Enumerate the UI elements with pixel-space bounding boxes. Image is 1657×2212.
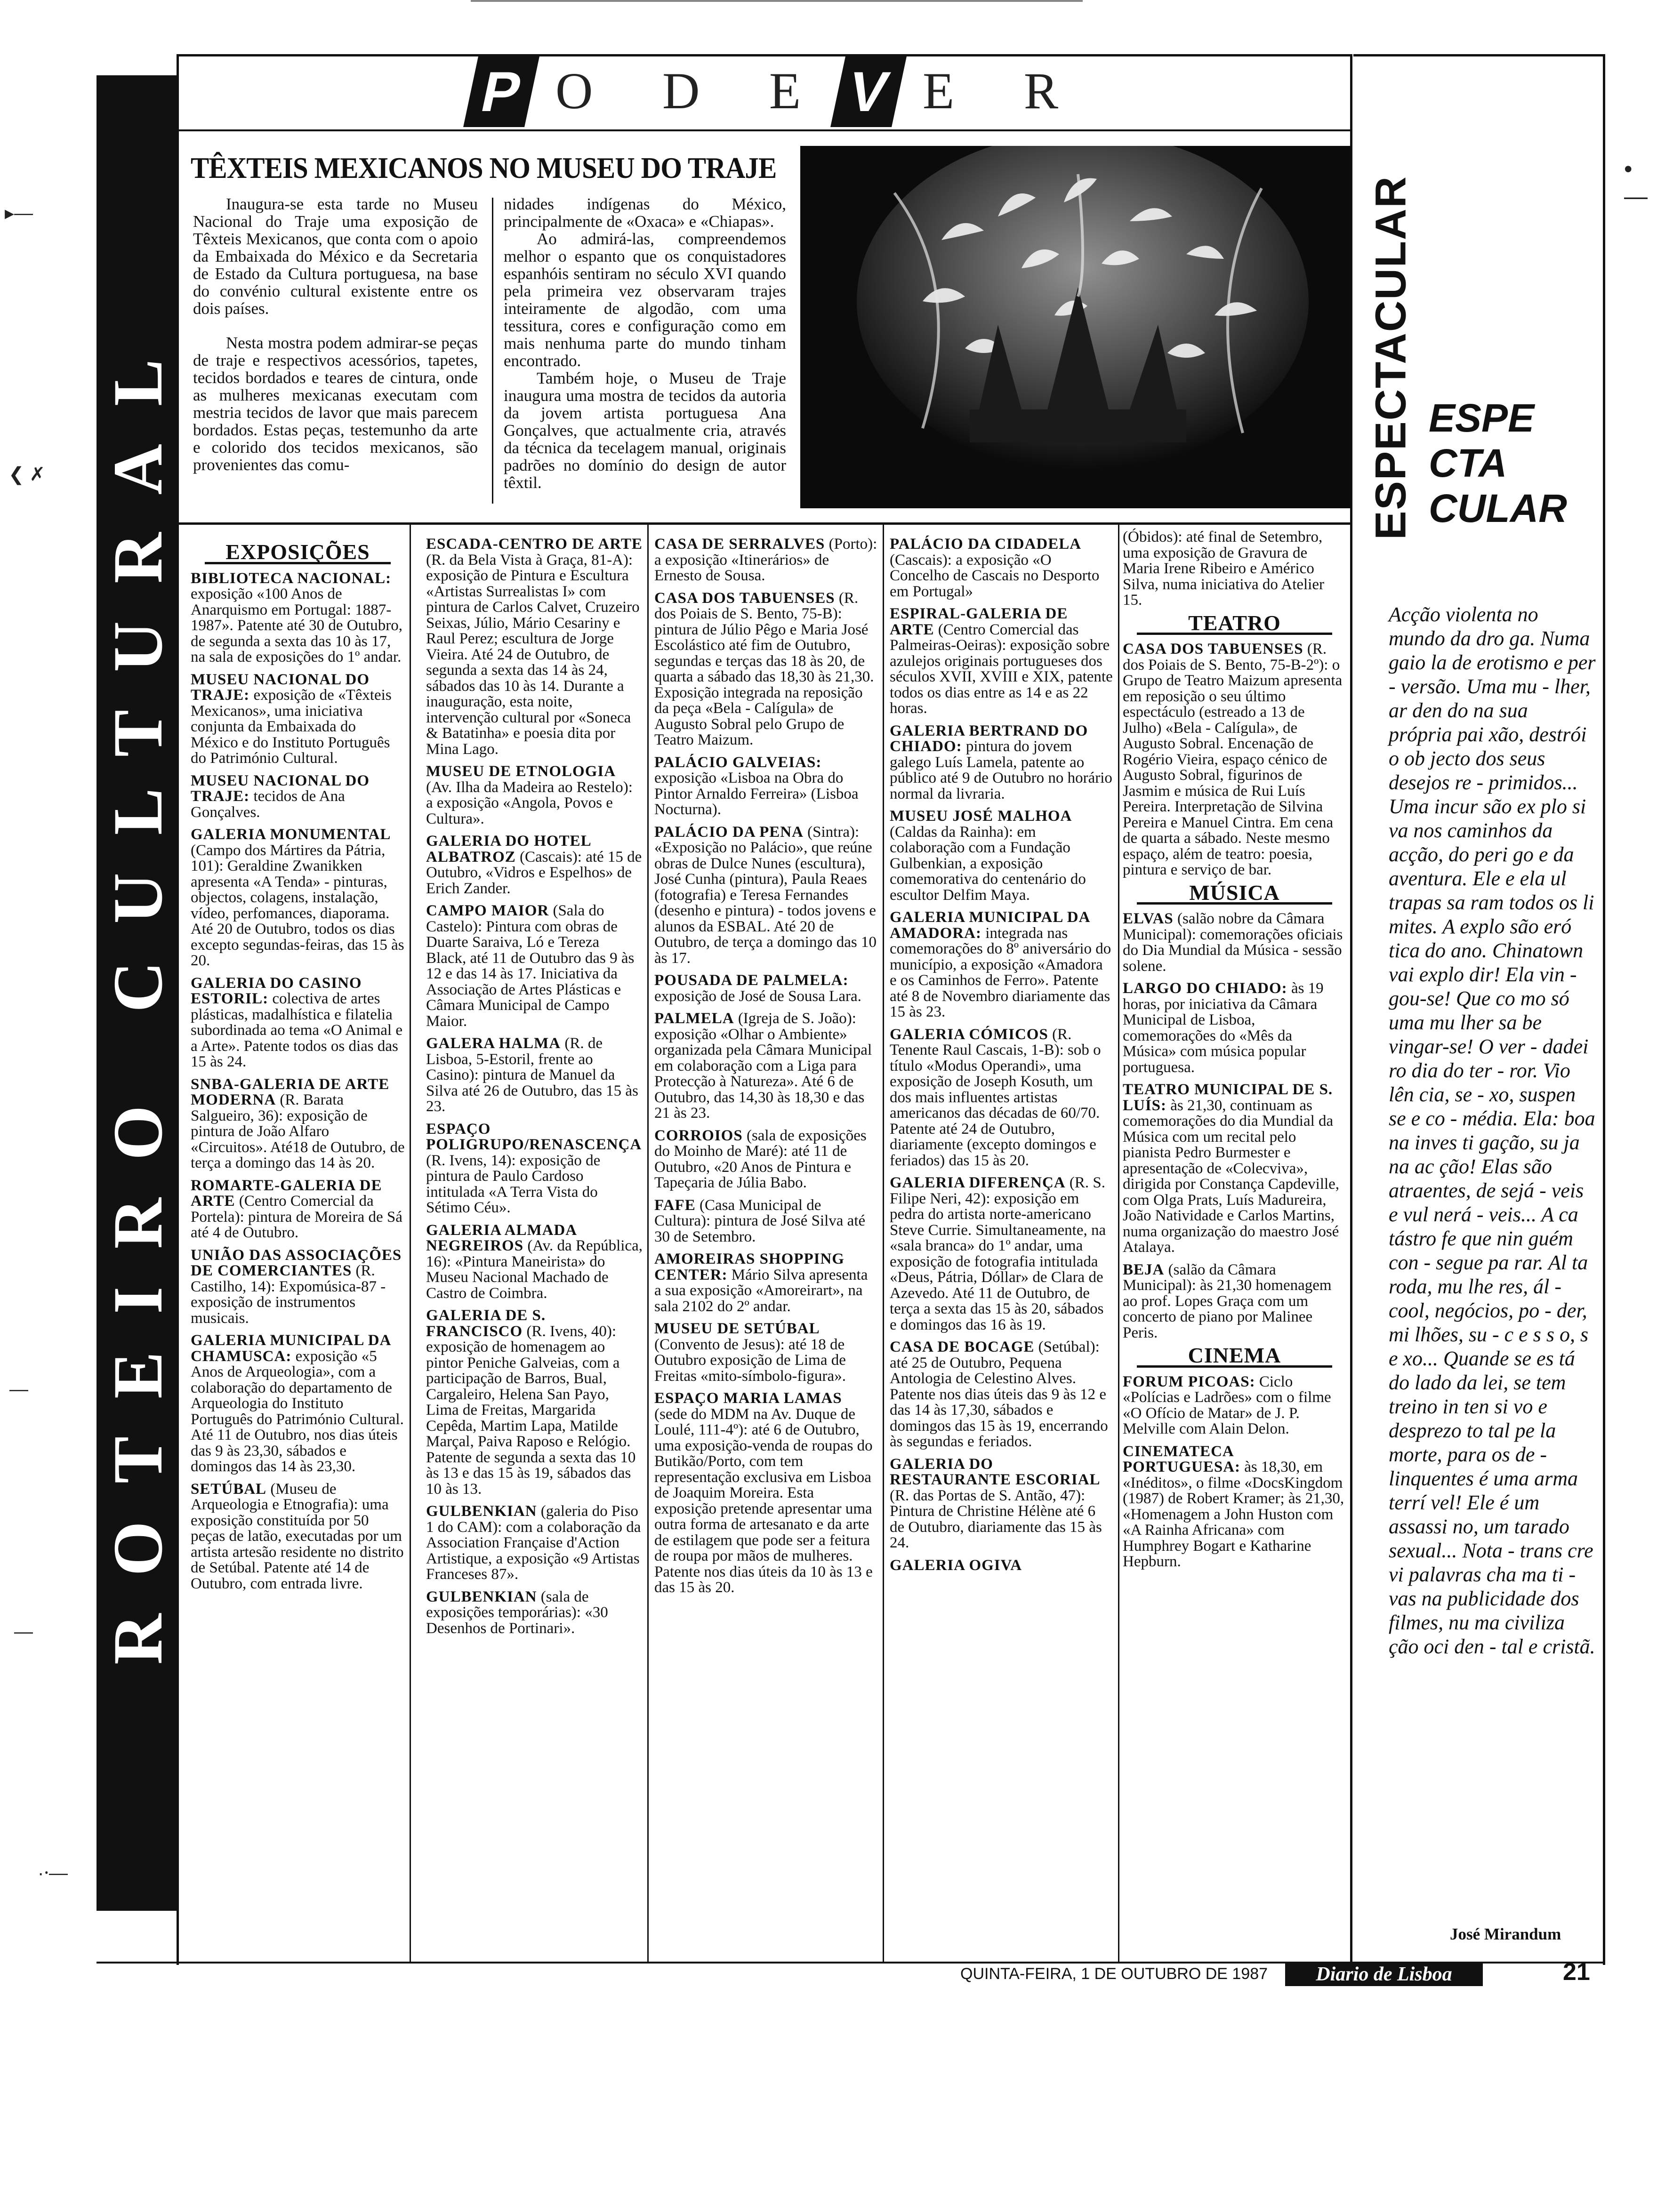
list-item [654,825,878,967]
list-item [191,1077,405,1171]
entry-text: (sala de exposições do Moinho de Maré): até 11 de Outubro, «20 Anos de Pintura e Tapeçaria de Júlia Babo. [654,1127,867,1191]
textile-photo [800,146,1351,508]
list-item [191,1333,405,1475]
entry-text: (Porto): a exposição «Itinerários» de Ernesto de Sousa. [654,536,877,584]
scan-mark: — [14,1621,33,1642]
entry-name: GALERIA MONUMENTAL [191,826,391,843]
header-letters: E R [923,62,1087,120]
list-item [1123,1374,1346,1437]
feature-paragraph: Inaugura-se esta tarde no Museu Nacional do Traje uma exposição de Têxteis Mexicanos, que conta com o apoio da Embaixada do México e da Secretaria de Estado da Cultura portuguesa, na base do convénio cultural existente entre os dois países. [193,195,478,318]
entry-name: GULBENKIAN [426,1503,537,1520]
list-item [890,910,1113,1020]
list-item [654,1128,878,1191]
entry-name: GALERIA MUNICIPAL DA AMADORA: [890,909,1090,942]
textile-photo-image [800,146,1351,508]
list-item [890,1339,1113,1450]
col-divider [647,525,649,1963]
entry-text: (Av. Ilha da Madeira ao Restelo): a exposição «Angola, Povos e Cultura». [426,778,633,827]
entry-name: FORUM PICOAS: [1123,1373,1255,1390]
scan-mark: ·⸱— [38,1863,68,1883]
entry-text: (R. Barata Salgueiro, 36): exposição de pintura de João Alfaro «Circuitos». Até18 de Outubro, de terça a domingo das 14 às 20. [191,1091,405,1171]
list-item [426,1223,643,1302]
list-item [426,1504,643,1583]
entry-text: às 18,30, em «Inéditos», o filme «DocsKingdom (1987) de Robert Kramer; às 21,30, «Homenagem a John Huston com «A Rainha Africana» com Humphrey Bogart e Katharine Hepburn. [1123,1459,1344,1570]
list-item [426,1308,643,1497]
entry-name: GALERIA DO HOTEL ALBATROZ [426,833,591,866]
entry-text: (R. das Portas de S. Antão, 47): Pintura de Christine Hélène até 6 de Outubro, diariamente das 15 às 24. [890,1487,1102,1551]
header-letters: O D E [555,62,829,120]
entry-name: PALMELA [654,1010,734,1027]
entry-name: CAMPO MAIOR [426,902,549,919]
entry-text: integrada nas comemorações do 8º aniversário do município, a exposição «Amadora e os Caminhos de Ferro». Patente até 8 de Novembro diariamente das 15 às 23. [890,924,1111,1020]
list-item [191,827,405,969]
header-letter-p: P [463,56,539,127]
entry-name: CASA DOS TABUENSES [1123,641,1303,657]
page-number: 21 [1563,1958,1590,1986]
entry-text: (Sala do Castelo): Pintura com obras de Duarte Saraiva, Ló e Tereza Black, até 11 de Outubro das 9 às 12 e das 14 às 17. Iniciativa da Associação de Artes Plásticas e Câmara Municipal de Campo Maior. [426,902,635,1030]
list-item [426,834,643,897]
feature-paragraph: Também hoje, o Museu de Traje inaugura uma mostra de tecidos da autoria da jovem artista portuguesa Ana Gonçalves, que actualmente cria, através da técnica da tecelagem manual, originais padrões no domínio do design de autor têxtil. [504,369,786,492]
entry-name: GALERIA CÓMICOS [890,1026,1048,1043]
col-divider [883,525,884,1963]
entry-text: (Cascais): a exposição «O Concelho de Cascais no Desporto em Portugal» [890,551,1100,600]
entry-text: (R. dos Poiais de S. Bento, 75-B): pintura de Júlio Pêgo e Maria José Escolástico até fim de Outubro, segundas e terças das 18 às 20, de quarta a sábado das 18,30 às 21,30. Exposição integrada na reposição da peça «Bela - Calígula» de Augusto Sobral pelo Grupo de Teatro Maizum. [654,589,874,748]
list-item [890,1558,1113,1574]
entry-name: UNIÃO DAS ASSOCIAÇÕES DE COMERCIANTES [191,1246,402,1279]
feature-paragraph: Nesta mostra podem admirar-se peças de traje e respectivos acessórios, tapetes, tecidos bordados e teares de cintura, onde as mulheres mexicanas executam com mestria tecidos de lavor que mais parecem bordados. Estas peças, testemunho da arte e colorido dos tecidos mexicanos, são provenientes das comu- [193,334,478,474]
section-heading-teatro: TEATRO [1137,615,1332,635]
entry-text: exposição «Lisboa na Obra do Pintor Arnaldo Ferreira» (Lisboa Nocturna). [654,769,859,818]
list-item [1123,1444,1346,1570]
entry-text: (Setúbal): até 25 de Outubro, Pequena Antologia de Celestino Alves. Patente nos dias úteis das 9 às 12 e das 14 às 17,30, sábados e domingos das 15 às 19, encerrando às segundas e feriados. [890,1338,1108,1450]
entry-text: (R. Castilho, 14): Expomúsica-87 - exposição de instrumentos musicais. [191,1262,386,1327]
list-item [191,773,405,821]
entry-name: MUSEU DE ETNOLOGIA [426,763,616,780]
list-item [654,755,878,818]
entry-text: (Sintra): «Exposição no Palácio», que reúne obras de Dulce Nunes (escultura), José Cunha (pintura), Paula Reaes (fotografia) e Teresa Fernandes (desenho e pintura) - todos jovens e alunos da ESBAL. Até 20 de Outubro, de terça a domingo das 10 às 17. [654,823,877,967]
footer-date: QUINTA-FEIRA, 1 DE OUTUBRO DE 1987 [960,1965,1268,1983]
feature-col-2 [504,195,786,491]
scan-mark: — [9,1379,28,1400]
entry-text: (R. S. Filipe Neri, 42): exposição em pedra do artista norte-americano Steve Currie. Simultaneamente, na «sala branca» do 1º andar, uma exposição de fotografia intitulada «Deus, Pátria, Dóllar» de Clara de Azevedo. Até 11 de Outubro, de terça a sexta das 15 às 20, sábados e domingos das 16 às 19. [890,1174,1106,1333]
entry-name: CINEMATECA PORTUGUESA: [1123,1443,1241,1475]
entry-text: (R. de Lisboa, 5-Estoril, frente ao Casino): pintura de Manuel da Silva até 26 de Outubro, das 15 às 23. [426,1035,638,1115]
list-item [890,723,1113,802]
entry-name: PALÁCIO DA CIDADELA [890,536,1082,553]
vertical-title-text: ESPECTACULAR [1367,176,1415,540]
list-item [1123,911,1346,974]
list-item [191,571,405,665]
listing-column-1 [191,541,405,1598]
list-item [654,537,878,584]
section-heading-musica: MÚSICA [1137,885,1332,905]
list-item [654,1251,878,1314]
list-item [1123,981,1346,1075]
entry-name: MUSEU NACIONAL DO TRAJE: [191,772,370,805]
entry-name: CORROIOS [654,1127,743,1144]
espectacular-poem: Acção violenta no mundo da dro ga. Numa gaio la de erotismo e per - versão. Uma mu - lher, ar den do na sua própria pai xão, destrói o ob jecto dos seus desejos re - primidos... Uma incur são ex plo si va nos caminhos da acção, do peri go e da aventura. Ele e ela ul trapas sa ram todos os li mites. A explo são eró tica do ano. Chinatown vai explo dir! Ela vin - gou-se! Que co mo só uma mu lher sa be vingar-se! O ver - dadei ro dia do ter - ror. Vio lên cia, se - xo, suspen se e co - média. Ela: boa na inves ti gação, su ja na ac ção! Elas são atraentes, de sejá - veis e vul nerá - veis... A ca tástro fe que nin guém con - segue pa rar. Al ta roda, mu lhe res, ál - cool, negócios, po - der, mi lhões, su - c e s s o, s e xo... Quande se es tá do lado da lei, se tem treino in ten si vo e desprezo to tal pe la morte, para os de - linquentes é uma arma terrí vel! Ele é um assassi no, um tarado sexual... Nota - trans cre vi palavras cha ma ti - vas na publicidade dos filmes, nu ma civiliza ção oci den - tal e cristã. [1389,603,1596,1658]
entry-text: colectiva de artes plásticas, madalhística e filatelia subordinada ao tema «O Animal e a Arte». Patente todos os dias das 15 às 24. [191,990,402,1070]
list-item [426,537,643,757]
entry-text: tecidos de Ana Gonçalves. [191,788,345,821]
list-item [426,764,643,827]
col-divider [1118,525,1119,1963]
list-item [890,606,1113,717]
espectacular-vertical-title [1356,169,1426,546]
entry-name: GULBENKIAN [426,1588,537,1605]
entry-text: (Cascais): até 15 de Outubro, «Vidros e Espelhos» de Erich Zander. [426,848,642,897]
big-title-line: ESPE [1429,396,1535,440]
roteiro-banner [97,75,179,1911]
entry-text: Ciclo «Polícias e Ladrões» com o filme «O Ofício de Matar» de J. P. Melville com Alain Delon. [1123,1373,1331,1437]
entry-text: exposição de «Têxteis Mexicanos», uma iniciativa conjunta da Embaixada do México e do Instituto Português do Património Cultural. [191,687,392,767]
listing-column-5 [1123,529,1346,1577]
list-item [654,1321,878,1384]
list-item [426,1122,643,1216]
entry-name: CASA DOS TABUENSES [654,589,835,607]
masthead: Diario de Lisboa [1285,1963,1483,1986]
entry-name: FAFE [654,1196,696,1214]
entry-name: BEJA [1123,1261,1165,1278]
list-item [191,1482,405,1592]
big-title-line: CULAR [1429,486,1567,530]
author-signature: José Mirandum [1450,1925,1561,1943]
list-item [654,1391,878,1596]
entry-text: (salão da Câmara Municipal): às 21,30 homenagem ao prof. Lopes Graça com um concerto de piano por Malinee Peris. [1123,1261,1332,1341]
entry-name: SETÚBAL [191,1480,267,1498]
entry-text: (sede do MDM na Av. Duque de Loulé, 111-4º): até 6 de Outubro, uma exposição-venda de roupas do Butikão/Porto, com tem representação exclusiva em Lisboa de Joaquim Moreira. Esta exposição pretende apresentar uma outra forma de artesanato e da arte de estilagem que pode ser a feitura de roupa por mãos de mulheres. Patente nos dias úteis da 10 às 13 e das 15 às 20. [654,1405,873,1596]
entry-name: MUSEU DE SETÚBAL [654,1320,820,1337]
entry-name: CASA DE BOCAGE [890,1338,1035,1355]
entry-name: GALERIA DO RESTAURANTE ESCORIAL [890,1455,1101,1488]
list-item [426,1036,643,1115]
entry-name: GALERIA ALMADA NEGREIROS [426,1221,577,1254]
list-item [654,1011,878,1122]
feature-paragraph: nidades indígenas do México, principalmente de «Oxaca» e «Chiapas». [504,195,786,231]
list-item [191,976,405,1070]
entry-name: CASA DE SERRALVES [654,536,825,553]
section-header [471,52,1130,132]
entry-name: GALERIA MUNICIPAL DA CHAMUSCA: [191,1332,391,1365]
side-top-rule [1353,54,1605,56]
entry-name: GALERIA DO CASINO ESTORIL: [191,974,362,1007]
entry-name: GALERIA BERTRAND DO CHIADO: [890,722,1088,755]
feature-paragraph: Ao admirá-las, compreendemos melhor o espanto que os conquistadores espanhóis sentiram no século XVI quando pela primeira vez observaram trajes inteiramente de algodão, com uma tessitura, cores e configuração como em mais nenhuma parte do mundo tinham encontrado. [504,230,786,370]
entry-text: pintura do jovem galego Luís Lamela, patente ao público até 9 de Outubro no horário normal da livraria. [890,738,1112,802]
entry-name: GALERA HALMA [426,1035,561,1052]
entry-name: SNBA-GALERIA DE ARTE MODERNA [191,1075,390,1108]
list-item [890,1027,1113,1169]
entry-text: às 21,30, continuam as comemorações do dia Mundial da Música com um recital pelo pianista Pedro Burmester e apresentação de «Colecviva», dirigida por Constança Capdeville, com Olga Prats, Luís Madureira, João Natividade e Carlos Martins, numa organização do maestro José Atalaya. [1123,1097,1340,1256]
entry-name: TEATRO MUNICIPAL DE S. LUÍS: [1123,1081,1333,1114]
espectacular-big-title [1429,395,1567,531]
list-item [426,903,643,1029]
entry-name: PALÁCIO DA PENA [654,823,804,841]
entry-text: (R. Ivens, 14): exposição de pintura de Paulo Cardoso intitulada «A Terra Vista do Sétimo Céu». [426,1152,601,1216]
entry-name: AMOREIRAS SHOPPING CENTER: [654,1250,845,1283]
entry-text: (Óbidos): até final de Setembro, uma exposição de Gravura de Maria Irene Ribeiro e Américo Silva, numa iniciativa do Atelier 15. [1123,529,1324,609]
entry-text: (sala de exposições temporárias): «30 Desenhos de Portinari». [426,1588,608,1637]
entry-text: (Campo dos Mártires da Pátria, 101): Geraldine Zwanikken apresenta «A Tenda» - pinturas, objectos, colagens, instalação, vídeo, perfomances, diaporama. Até 20 de Outubro, todos os dias excepto segundas-feiras, das 15 às 20. [191,842,404,969]
entry-name: ELVAS [1123,910,1174,927]
entry-text: (R. dos Poiais de S. Bento, 75-B-2º): o Grupo de Teatro Maizum apresenta em reposição o seu último espectáculo (estreado a 13 de Julho) «Bela - Calígula», de Augusto Sobral. Encenação de Rogério Vieira, espaço cénico de Augusto Sobral, figurinos de Jasmim e música de Rui Luís Pereira. Interpretação de Silvina Pereira e Manuel Cintra. Em cena de quarta a sábado. Neste mesmo espaço, além de teatro: poesia, pintura e serviço de bar. [1123,641,1343,878]
entry-text: exposição «100 Anos de Anarquismo em Portugal: 1887-1987». Patente até 30 de Outubro, de segunda a sexta das 10 às 17, na sala de exposições do 1º andar. [191,585,402,665]
entry-name: GALERIA DE S. FRANCISCO [426,1307,546,1340]
scan-mark: ❮ ✗ [8,464,46,485]
list-item [1123,1082,1346,1256]
list-item [1123,529,1346,609]
listing-column-3 [654,537,878,1603]
entry-name: GALERIA OGIVA [890,1556,1022,1574]
listing-column-4 [890,537,1113,1580]
entry-name: ESPAÇO POLIGRUPO/RENASCENÇA [426,1120,642,1153]
entry-text: (Caldas da Rainha): em colaboração com a Fundação Gulbenkian, a exposição comemorativa do centenário do escultor Delfim Maya. [890,823,1086,904]
entry-text: (R. Tenente Raul Cascais, 1-B): sob o título «Modus Operandi», uma exposição de Joseph Kosuth, um dos mais influentes artistas americanos das décadas de 60/70. Patente até 24 de Outubro, diariamente (excepto domingos e feriados) das 15 às 20. [890,1026,1101,1169]
list-item [426,1589,643,1637]
entry-name: ROMARTE-GALERIA DE ARTE [191,1177,382,1210]
entry-name: LARGO DO CHIADO: [1123,980,1287,997]
list-item [1123,1262,1346,1341]
section-heading-exposicoes: EXPOSIÇÕES [205,544,391,564]
entry-name: ESPAÇO MARIA LAMAS [654,1390,842,1407]
list-item [890,1175,1113,1333]
entry-name: PALÁCIO GALVEIAS: [654,753,822,771]
col-divider [492,198,493,504]
banner-text: ROTEIRO CULTURAL [98,321,177,1665]
entry-text: (Centro Comercial da Portela): pintura de Moreira de Sá até 4 de Outubro. [191,1193,402,1241]
scan-mark: • — [1624,156,1648,209]
feature-title: TÊXTEIS MEXICANOS NO MUSEU DO TRAJE [191,151,777,184]
list-item [654,591,878,748]
feature-col-1 [193,195,478,490]
entry-text: exposição de José de Sousa Lara. [654,987,861,1005]
entry-text: Mário Silva apresenta a sua exposição «Amoreirart», na sala 2102 do 2º andar. [654,1266,868,1315]
feature-bottom-rule [179,522,1351,525]
entry-name: BIBLIOTECA NACIONAL: [191,569,392,587]
list-item [191,672,405,767]
entry-text: (Centro Comercial das Palmeiras-Oeiras): exposição sobre azulejos originais portugueses dos séculos XVII, XVIII e XIX, patente todos os dias entre as 14 e as 22 horas. [890,621,1113,717]
list-item [890,809,1113,903]
entry-text: (salão nobre da Câmara Municipal): comemorações oficiais do Dia Mundial da Música - sessão solene. [1123,910,1343,975]
header-letter-v: V [830,56,907,127]
entry-text: (galeria do Piso 1 do CAM): com a colaboração da Association Française d'Action Artistique, a exposição «9 Artistas Franceses 87». [426,1503,641,1583]
side-right-rule [1603,54,1605,1965]
scan-top-line [471,0,1083,2]
entry-text: exposição «5 Anos de Arqueologia», com a colaboração do departamento de Arqueologia do Instituto Português do Património Cultural. Até 11 de Outubro, nos dias úteis das 9 às 23,30, sábados e domingos das 14 às 23,30. [191,1347,404,1475]
entry-text: (Igreja de S. João): exposição «Olhar o Ambiente» organizada pela Câmara Municipal em colaboração com a Liga para Protecção à Natureza». Até 6 de Outubro, das 14,30 às 18,30 e das 21 às 23. [654,1010,872,1122]
entry-text: (R. Ivens, 40): exposição de homenagem ao pintor Peniche Galveias, com a participação de Barros, Bual, Cargaleiro, Helena San Payo, Lima de Freitas, Margarida Cepêda, Martim Lapa, Matilde Marçal, Paiva Raposo e Relógio. Patente de segunda a sexta das 10 às 13 e das 15 às 19, sábados das 10 às 13. [426,1322,636,1498]
big-title-line: CTA [1429,441,1507,485]
entry-text: (Convento de Jesus): até 18 de Outubro exposição de Lima de Freitas «mito-símbolo-figura». [654,1336,846,1385]
list-item [890,1457,1113,1551]
entry-text: (R. da Bela Vista à Graça, 81-A): exposição de Pintura e Escultura «Artistas Surrealistas I» com pintura de Carlos Calvet, Cruzeiro Seixas, Júlio, Mário Cesariny e Raul Perez; escultura de Jorge Vieira. Até 24 de Outubro, de segunda a sexta das 14 às 24, sábados das 10 às 14. Durante a inauguração, esta noite, intervenção cultural por «Soneca & Batatinha» e poesia dita por Mina Lago. [426,551,640,758]
list-item [191,1248,405,1327]
entry-text: (Av. da República, 16): «Pintura Maneirista» do Museu Nacional Machado de Castro de Coimbra. [426,1237,643,1302]
entry-text: (Casa Municipal de Cultura): pintura de José Silva até 30 de Setembro. [654,1196,866,1245]
list-item [654,1198,878,1245]
entry-name: GALERIA DIFERENÇA [890,1174,1066,1191]
list-item [1123,641,1346,878]
entry-name: ESCADA-CENTRO DE ARTE [426,536,643,553]
entry-name: POUSADA DE PALMELA: [654,972,849,989]
entry-name: ESPIRAL-GALERIA DE ARTE [890,605,1068,638]
section-heading-cinema: CINEMA [1137,1347,1332,1368]
list-item [654,973,878,1004]
list-item [890,537,1113,600]
entry-text: (Museu de Arqueologia e Etnografia): uma exposição constituída por 50 peças de latão, executadas por um artista artesão residente no distrito de Setúbal. Patente até 14 de Outubro, com entrada livre. [191,1480,404,1592]
scan-mark: ▸— [5,203,33,224]
entry-name: MUSEU NACIONAL DO TRAJE: [191,671,370,704]
entry-text: às 19 horas, por iniciativa da Câmara Municipal de Lisboa, comemorações do «Mês da Música» com música popular portuguesa. [1123,980,1324,1076]
col-divider [410,525,411,1963]
listing-column-2 [426,537,643,1643]
entry-name: MUSEU JOSÉ MALHOA [890,808,1072,825]
list-item [191,1178,405,1241]
